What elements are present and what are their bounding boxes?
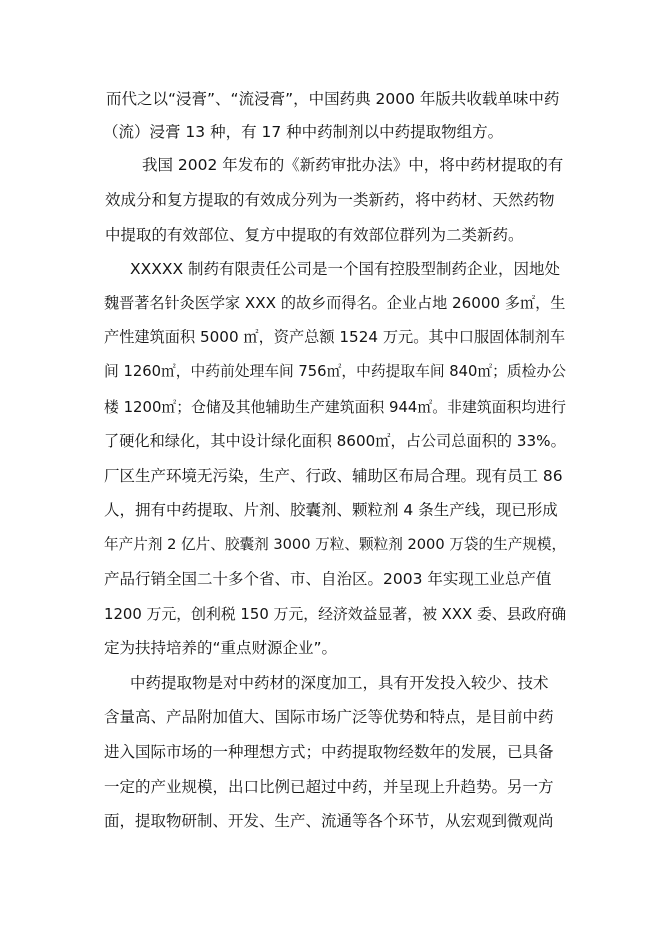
text-line: 一定的产业规模，出口比例已超过中药，并呈现上升趋势。另一方: [104, 778, 554, 796]
text-line: XXXXX 制药有限责任公司是一个国有控股型制药企业，因地处: [130, 260, 561, 278]
text-line: 了硬化和绿化，其中设计绿化面积 8600㎡，占公司总面积的 33%。: [104, 432, 566, 450]
text-line: 我国 2002 年发布的《新药审批办法》中，将中药材提取的有: [142, 156, 564, 174]
text-line: 1200 万元，创利税 150 万元，经济效益显著，被 XXX 委、县政府确: [104, 605, 567, 623]
text-line: 人，拥有中药提取、片剂、胶囊剂、颗粒剂 4 条生产线，现已形成: [104, 501, 558, 519]
text-line: 定为扶持培养的“重点财源企业”。: [104, 639, 338, 657]
text-line: 年产片剂 2 亿片、胶囊剂 3000 万粒、颗粒剂 2000 万袋的生产规模，: [104, 536, 567, 553]
text-line: 面，提取物研制、开发、生产、流通等各个环节，从宏观到微观尚: [104, 812, 554, 830]
text-line: 产品行销全国二十多个省、市、自治区。2003 年实现工业总产值: [104, 570, 552, 588]
text-line: 楼 1200㎡；仓储及其他辅助生产建筑面积 944㎡。非建筑面积均进行: [104, 398, 566, 416]
text-line: 产性建筑面积 5000 ㎡，资产总额 1524 万元。其中口服固体制剂车: [104, 328, 566, 346]
text-line: 中提取的有效部位、复方中提取的有效部位群列为二类新药。: [105, 226, 524, 244]
text-line: 中药提取物是对中药材的深度加工，具有开发投入较少、技术: [130, 674, 549, 692]
text-line: 魏晋著名针灸医学家 XXX 的故乡而得名。企业占地 26000 多㎡，生: [104, 294, 566, 312]
text-line: （流）浸膏 13 种，有 17 种中药制剂以中药提取物组方。: [103, 123, 504, 141]
text-line: 效成分和复方提取的有效成分列为一类新药，将中药材、天然药物: [105, 191, 555, 209]
text-line: 间 1260㎡，中药前处理车间 756㎡，中药提取车间 840㎡；质检办公: [104, 363, 566, 380]
text-line: 进入国际市场的一种理想方式；中药提取物经数年的发展，已具备: [104, 743, 554, 761]
text-line: 而代之以“浸膏”、“流浸膏”，中国药典 2000 年版共收载单味中药: [106, 90, 560, 108]
text-line: 厂区生产环境无污染，生产、行政、辅助区布局合理。现有员工 86: [104, 467, 563, 485]
text-line: 含量高、产品附加值大、国际市场广泛等优势和特点，是目前中药: [104, 708, 554, 726]
